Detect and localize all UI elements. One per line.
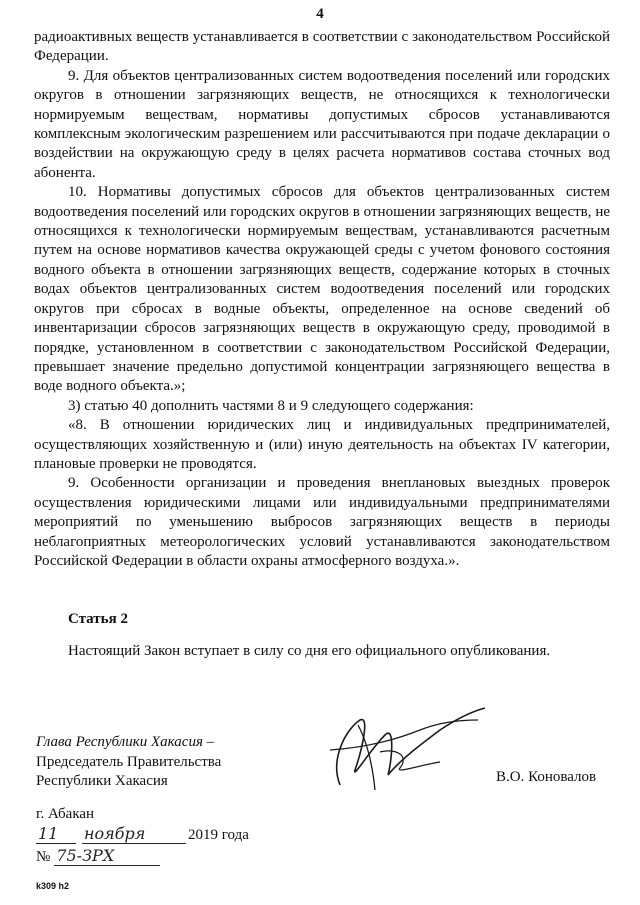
paragraph: 9. Особенности организации и проведения внеплановых выездных проверок осуществления юридическими лицами или индивидуальными предпринимателями мероприятий по уменьшению выбросов загрязняющих веществ в периоды неблагоприятных метеорологических условий устанавливаются законодательством Российской Федерации в области охраны атмосферного воздуха.». xyxy=(34,475,610,569)
paragraph: «8. В отношении юридических лиц и индивидуальных предпринимателей, осуществляющих хозяйственную и (или) иную деятельность на объектах IV категории, плановые проверки не проводятся. xyxy=(34,417,610,472)
number-value: 75-ЗРХ xyxy=(54,846,160,866)
paragraph: радиоактивных веществ устанавливается в соответствии с законодательством Российской Федерации. xyxy=(34,29,610,65)
page-number: 4 xyxy=(316,6,324,22)
number-prefix: № xyxy=(36,849,51,865)
document-code: k309 h2 xyxy=(36,881,70,891)
signing-date xyxy=(36,824,249,844)
law-number xyxy=(36,846,160,866)
date-day: 11 xyxy=(36,824,76,844)
paragraph: 10. Нормативы допустимых сбросов для объектов централизованных систем водоотведения поселений или городских округов в отношении загрязняющих веществ, не относящихся к технологически нормируемым веществам, устанавливаются расчетным путем на основе нормативов качества окружающей среды с учетом фонового состояния водного объекта в отношении загрязняющих веществ, содержание которых в сточных водах объектов централизованных систем водоотведения поселений или городских округов при сбросах в водные объекты, определенное на основе сведений об инвентаризации сбросов загрязняющих веществ в окружающую среду, проводимой в порядке, установленном в соответствии с законодательством Российской Федерации, превышает значение предельно допустимой концентрации загрязняющего вещества в воде водного объекта.»; xyxy=(34,184,610,395)
article-text: Настоящий Закон вступает в силу со дня его официального опубликования. xyxy=(68,643,551,659)
place: г. Абакан xyxy=(36,806,95,822)
article-heading: Статья 2 xyxy=(68,611,128,627)
handwritten-signature xyxy=(300,690,490,800)
date-year: 2019 года xyxy=(188,827,249,843)
body-text xyxy=(34,28,610,571)
signer-title-line: Глава Республики Хакасия – xyxy=(36,734,215,750)
signer-title-line: Председатель Правительства xyxy=(36,753,222,770)
signer-name: В.О. Коновалов xyxy=(496,769,597,785)
date-month: ноября xyxy=(82,824,186,844)
signer-title xyxy=(36,733,221,792)
signer-title-line: Республики Хакасия xyxy=(36,773,168,789)
paragraph: 3) статью 40 дополнить частями 8 и 9 следующего содержания: xyxy=(68,397,474,414)
paragraph: 9. Для объектов централизованных систем водоотведения поселений или городских округов в отношении загрязняющих веществ, не относящихся к технологически нормируемым веществам, нормативы допустимых сбросов устанавливаются комплексным экологическим разрешением или рассчитываются при подаче декларации о воздействии на окружающую среду в целях расчета нормативов состава сточных вод абонента. xyxy=(34,67,610,181)
